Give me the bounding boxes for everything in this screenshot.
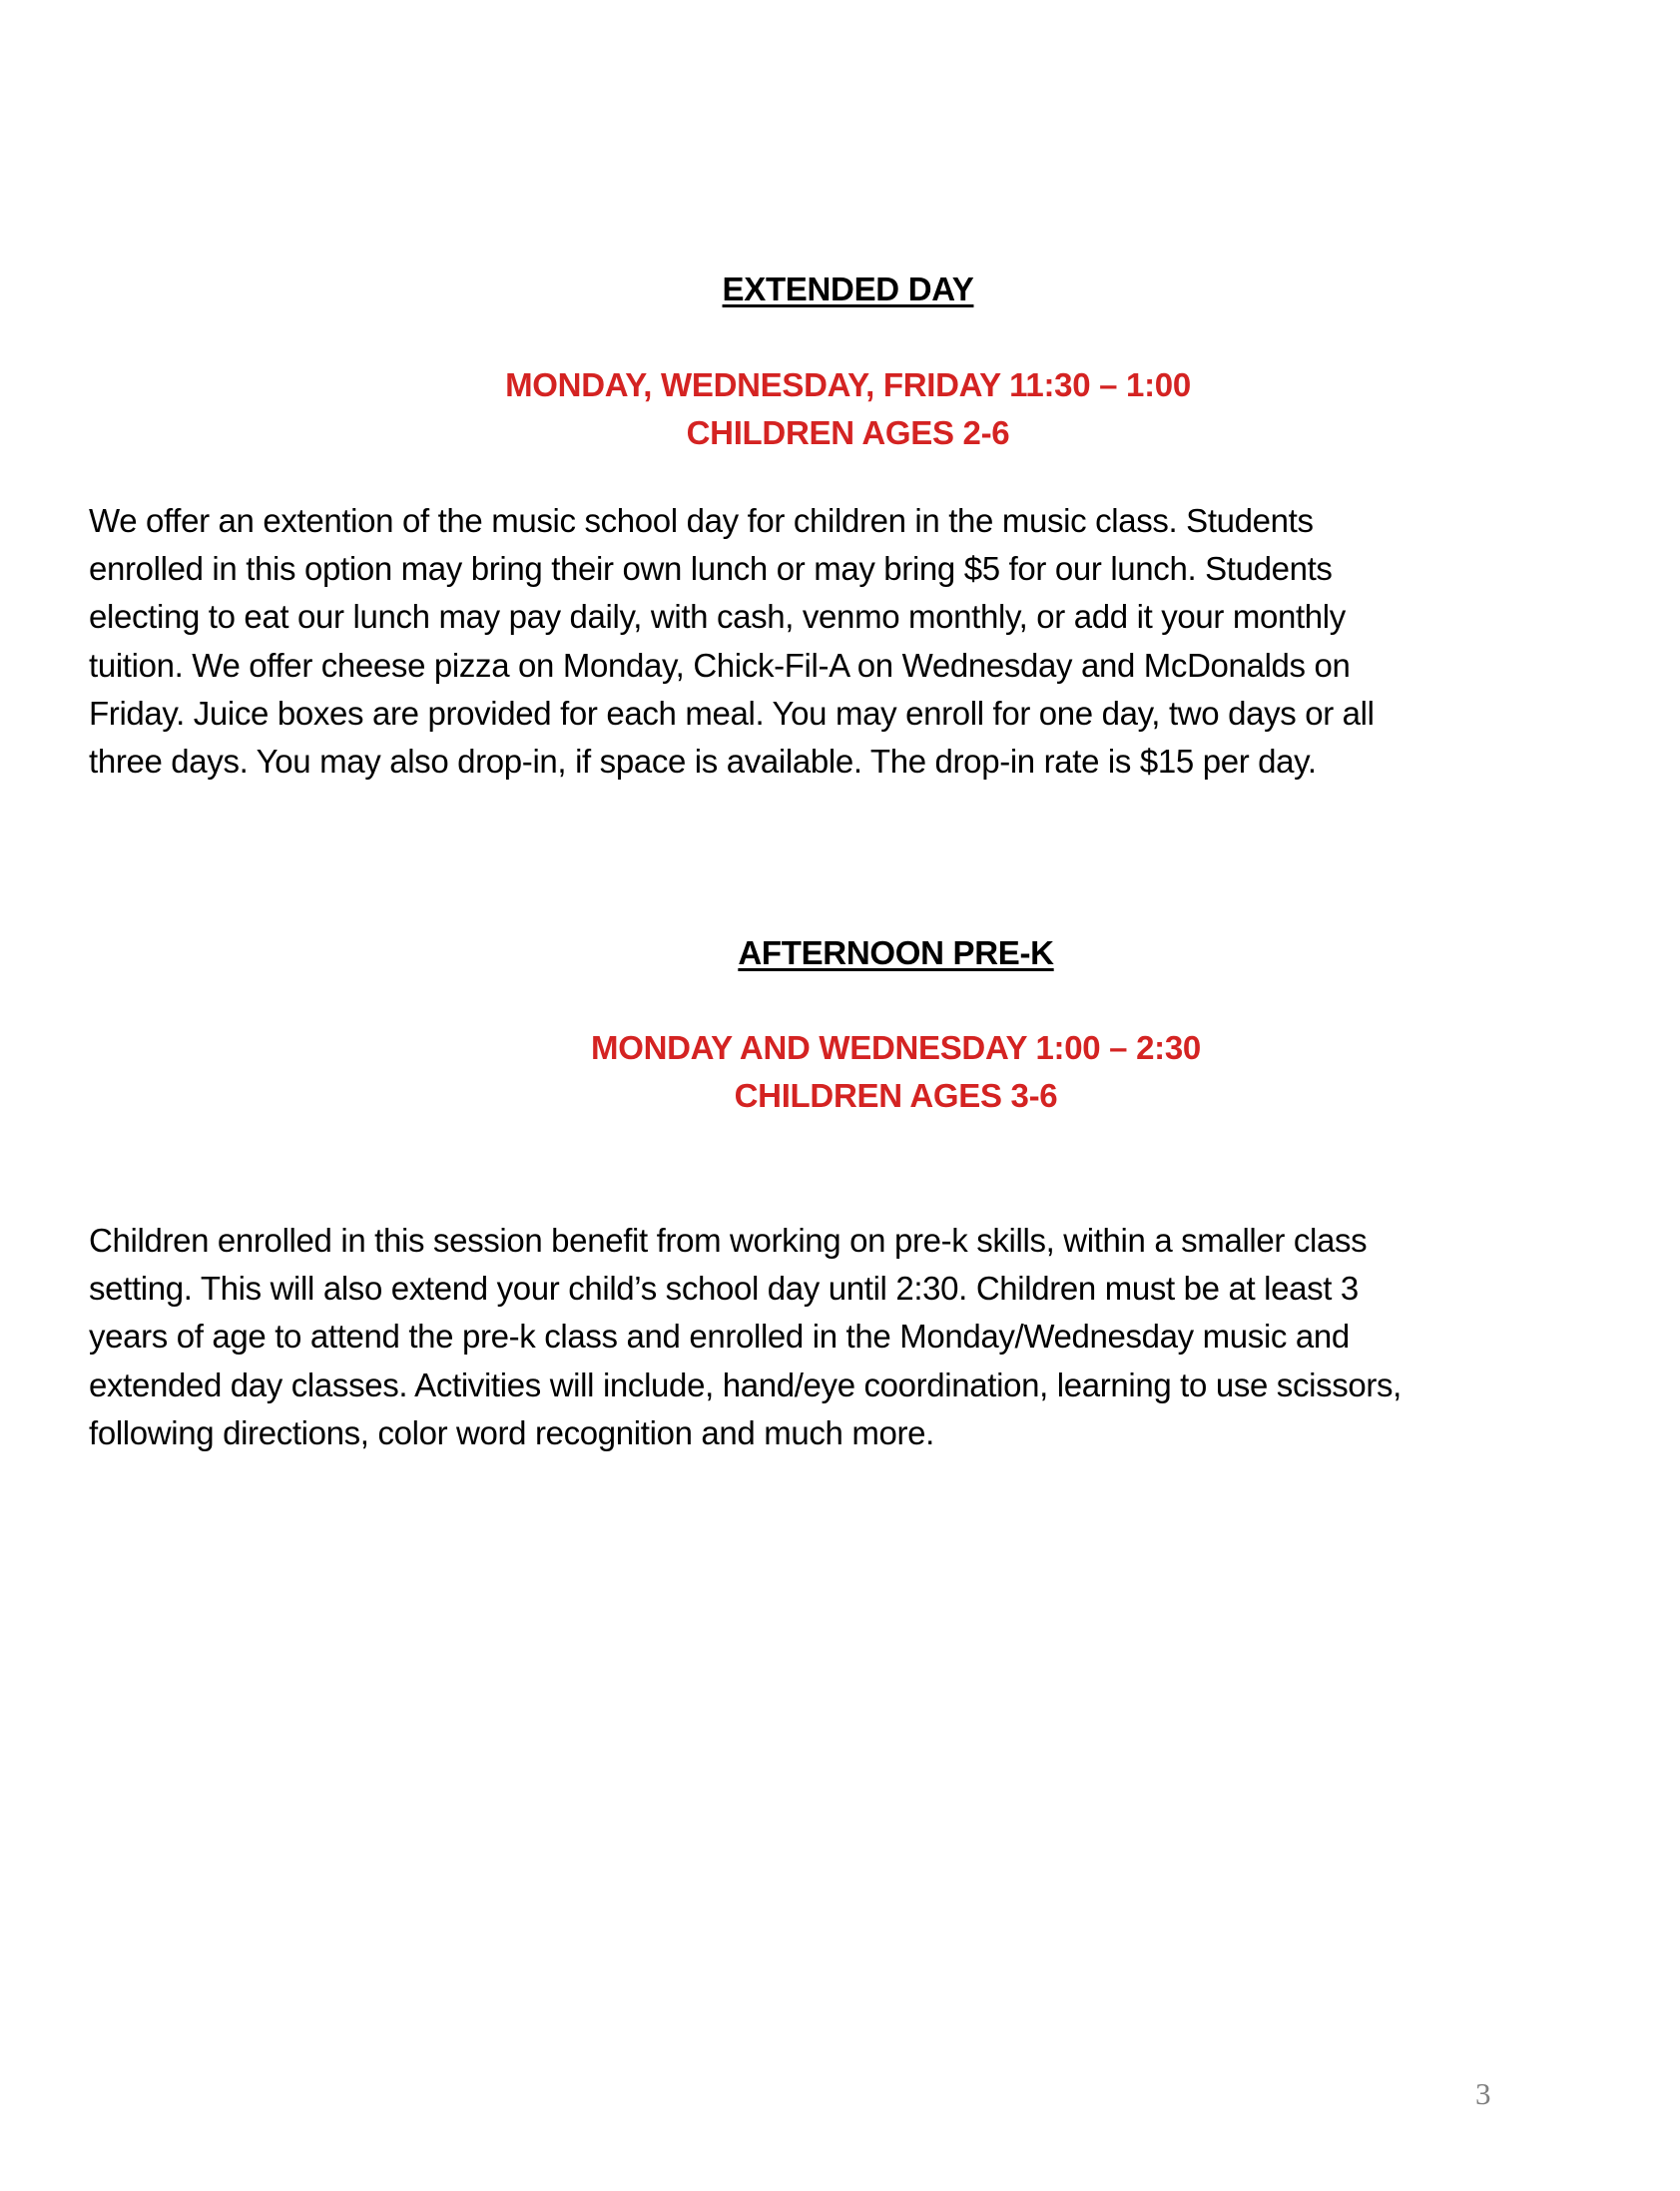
section-body-paragraph	[89, 497, 1646, 786]
paragraph-line: electing to eat our lunch may pay daily, with cash, venmo monthly, or add it your monthly	[89, 598, 1346, 636]
section-heading-afternoon-pre-k: AFTERNOON PRE-K	[738, 934, 1054, 971]
page-number: 3	[1475, 2076, 1491, 2111]
section-heading-extended-day: EXTENDED DAY	[722, 271, 974, 307]
section-schedule-block	[0, 361, 1680, 457]
section-schedule-block	[0, 1024, 1680, 1120]
schedule-text: MONDAY AND WEDNESDAY 1:00 – 2:30	[591, 1029, 1201, 1066]
paragraph-line: Children enrolled in this session benefit from working on pre-k skills, within a smaller class	[89, 1222, 1368, 1259]
paragraph-line: following directions, color word recognition and much more.	[89, 1413, 934, 1451]
paragraph-line: three days. You may also drop-in, if space is available. The drop-in rate is $15 per day.	[89, 743, 1317, 781]
paragraph-line: tuition. We offer cheese pizza on Monday, Chick-Fil-A on Wednesday and McDonalds on	[89, 646, 1351, 684]
paragraph-line: We offer an extention of the music school day for children in the music class. Students	[89, 502, 1314, 539]
section-body-paragraph	[89, 1217, 1646, 1457]
paragraph-line: setting. This will also extend your child’s school day until 2:30. Children must be at least 3	[89, 1270, 1359, 1308]
paragraph-line: years of age to attend the pre-k class and enrolled in the Monday/Wednesday music and	[89, 1318, 1350, 1356]
ages-text: CHILDREN AGES 2-6	[686, 414, 1010, 451]
paragraph-line: enrolled in this option may bring their own lunch or may bring $5 for our lunch. Students	[89, 550, 1333, 588]
paragraph-line: extended day classes. Activities will include, hand/eye coordination, learning to use scissors,	[89, 1366, 1401, 1403]
paragraph-line: Friday. Juice boxes are provided for each meal. You may enroll for one day, two days or all	[89, 694, 1375, 732]
schedule-text: MONDAY, WEDNESDAY, FRIDAY 11:30 – 1:00	[505, 366, 1191, 403]
ages-text: CHILDREN AGES 3-6	[734, 1077, 1058, 1114]
